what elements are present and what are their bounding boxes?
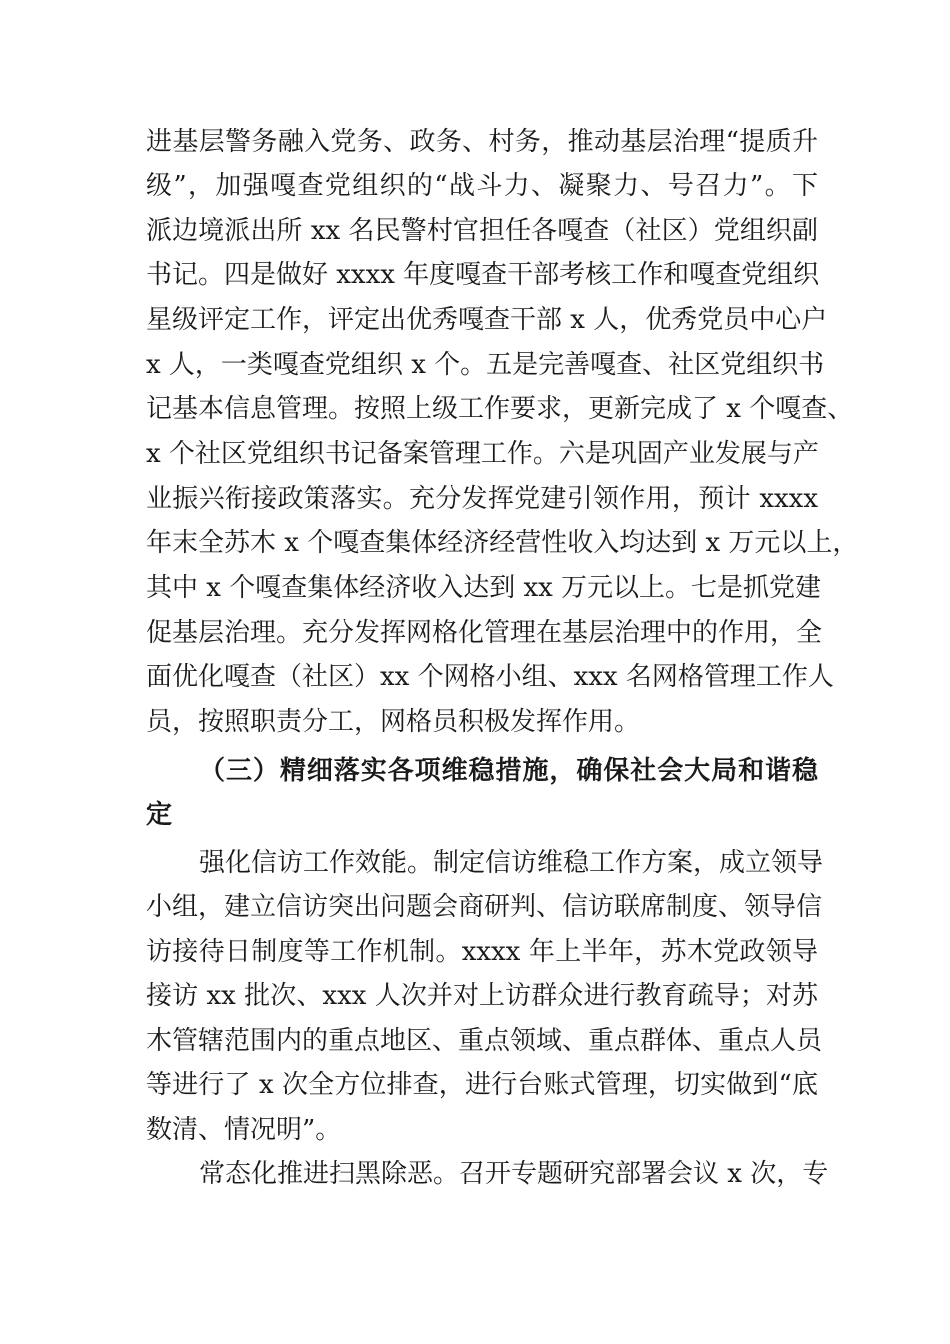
paragraph-line: 强化信访工作效能。制定信访维稳工作方案，成立领导	[199, 848, 824, 878]
paragraph-line: 木管辖范围内的重点地区、重点领域、重点群体、重点人员	[146, 1026, 823, 1056]
paragraph-line: 常态化推进扫黑除恶。召开专题研究部署会议 x 次，专	[199, 1159, 829, 1189]
paragraph-line: 书记。四是做好 xxxx 年度嘎查干部考核工作和嘎查党组织	[146, 260, 820, 290]
paragraph-line: 接访 xx 批次、xxx 人次并对上访群众进行教育疏导；对苏	[146, 981, 818, 1011]
paragraph-line: 级”，加强嘎查党组织的“战斗力、凝聚力、号召力”。下	[146, 171, 818, 201]
paragraph-line: 等进行了 x 次全方位排查，进行台账式管理，切实做到“底	[146, 1070, 818, 1100]
paragraph-line: 业振兴衔接政策落实。充分发挥党建引领作用，预计 xxxx	[146, 484, 818, 514]
paragraph-line: 星级评定工作，评定出优秀嘎查干部 x 人，优秀党员中心户	[146, 305, 828, 335]
section-heading: 定	[146, 800, 173, 830]
paragraph-line: 派边境派出所 xx 名民警村官担任各嘎查（社区）党组织副	[146, 216, 818, 246]
paragraph-line: 小组，建立信访突出问题会商研判、信访联席制度、领导信	[146, 892, 823, 922]
paragraph-line: 员，按照职责分工，网格员积极发挥作用。	[146, 707, 641, 737]
paragraph-line: 年末全苏木 x 个嘎查集体经济经营性收入均达到 x 万元以上，	[146, 528, 859, 558]
paragraph-line: 其中 x 个嘎查集体经济收入达到 xx 万元以上。七是抓党建	[146, 573, 822, 603]
paragraph-line: 记基本信息管理。按照上级工作要求，更新完成了 x 个嘎查、	[146, 394, 854, 424]
paragraph-line: x 个社区党组织书记备案管理工作。六是巩固产业发展与产	[146, 439, 819, 469]
paragraph-line: 促基层治理。充分发挥网格化管理在基层治理中的作用，全	[146, 618, 823, 648]
paragraph-line: x 人，一类嘎查党组织 x 个。五是完善嘎查、社区党组织书	[146, 350, 825, 380]
section-heading: （三）精细落实各项维稳措施，确保社会大局和谐稳	[199, 756, 818, 786]
paragraph-line: 面优化嘎查（社区）xx 个网格小组、xxx 名网格管理工作人	[146, 662, 834, 692]
paragraph-line: 数清、情况明”。	[146, 1115, 342, 1145]
paragraph-line: 访接待日制度等工作机制。xxxx 年上半年，苏木党政领导	[146, 937, 818, 967]
paragraph-line: 进基层警务融入党务、政务、村务，推动基层治理“提质升	[146, 127, 818, 157]
